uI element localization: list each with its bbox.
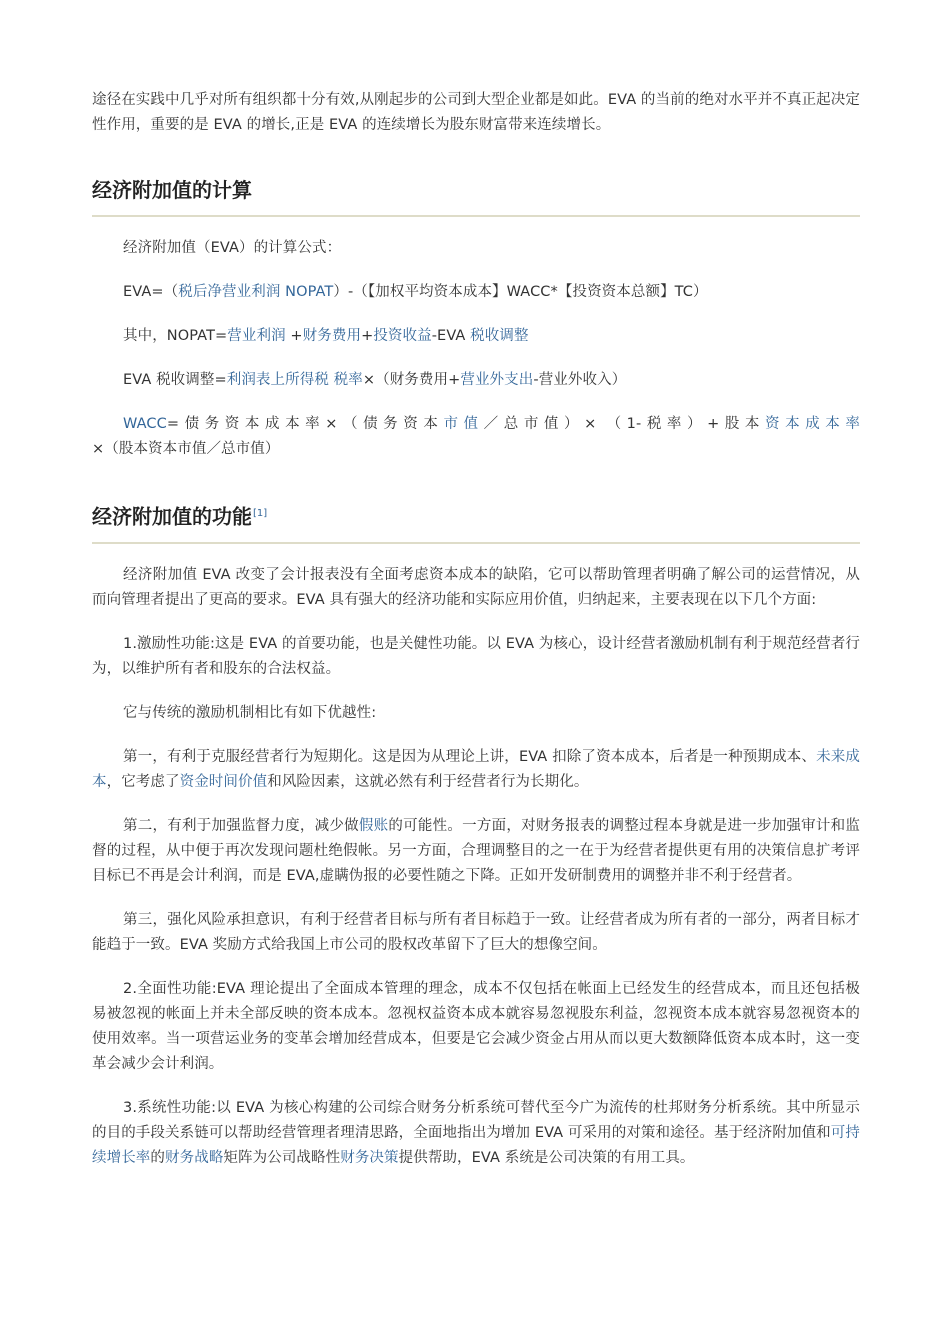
link-income-tax[interactable]: 利润表上所得税 bbox=[226, 372, 329, 388]
paragraph-text: 矩阵为公司战略性 bbox=[223, 1149, 341, 1166]
link-financial-strategy[interactable]: 财务战略 bbox=[165, 1149, 224, 1166]
formula-text: ×（财务费用+ bbox=[362, 372, 461, 388]
formula-text: + bbox=[361, 328, 374, 344]
link-wacc[interactable]: WACC bbox=[123, 416, 167, 432]
link-financial-expense[interactable]: 财务费用 bbox=[302, 328, 362, 344]
link-financial-decision[interactable]: 财务决策 bbox=[340, 1149, 399, 1166]
formula-wacc bbox=[92, 412, 860, 462]
link-non-operating-expense[interactable]: 营业外支出 bbox=[460, 372, 534, 388]
section-title: 经济附加值的计算 bbox=[92, 178, 252, 202]
paragraph-text: 和风险因素，这就必然有利于经营者行为长期化。 bbox=[267, 773, 589, 790]
paragraph bbox=[92, 814, 860, 889]
formula-text: -营业外收入） bbox=[533, 372, 627, 388]
intro-paragraph: 途径在实践中几乎对所有组织都十分有效,从刚起步的公司到大型企业都是如此。EVA 的当前的绝对水平并不真正起决定性作用，重要的是 EVA 的增长,正是 EVA 的连续增长为股东财富带来连续增长。 bbox=[92, 92, 860, 133]
formula-text: 其中，NOPAT= bbox=[123, 328, 228, 344]
formula-text: -EVA bbox=[431, 328, 471, 344]
formula-intro: 经济附加值（EVA）的计算公式： bbox=[123, 240, 342, 256]
link-nopat[interactable]: 税后净营业利润 NOPAT bbox=[178, 284, 334, 300]
link-cost-of-capital[interactable]: 资本成本率 bbox=[765, 416, 861, 432]
formula-text: + bbox=[285, 328, 303, 344]
link-tax-adjustment[interactable]: 税收调整 bbox=[470, 328, 529, 344]
formula-text: EVA=（ bbox=[123, 284, 179, 300]
formula-tax-adjustment bbox=[92, 368, 860, 393]
paragraph-text: ，它考虑了 bbox=[106, 773, 180, 790]
link-operating-profit[interactable]: 营业利润 bbox=[227, 328, 286, 344]
formula-eva bbox=[92, 280, 860, 305]
paragraph-text: 第二，有利于加强监督力度，减少做 bbox=[123, 817, 359, 834]
formula-text: ×（股本资本市值／总市值） bbox=[92, 441, 280, 457]
section-heading-calculation bbox=[92, 175, 860, 217]
link-investment-income[interactable]: 投资收益 bbox=[373, 328, 432, 344]
link-future-cost[interactable]: 未来成本 bbox=[92, 748, 860, 790]
link-market-value[interactable]: 市值 bbox=[443, 416, 484, 432]
paragraph-text: 的可能性。一方面，对财务报表的调整过程本身就是进一步加强审计和监督的过程，从中便于再次发现问题杜绝假帐。另一方面，合理调整目的之一在于为经营者提供更有用的决策信息扩考评目标已不再是会计利润，而是 EVA,虚瞒伪报的必要性随之下降。正如开发研制费用的调整并非不利于经营者。 bbox=[92, 817, 861, 884]
link-sustainable-growth-rate[interactable]: 可持续增长率 bbox=[92, 1124, 861, 1166]
paragraph-text: 3.系统性功能:以 EVA 为核心构建的公司综合财务分析系统可替代至今广为流传的杜邦财务分析系统。其中所显示的目的手段关系链可以帮助经营管理者理清思路，全面地指出为增加 EVA 可采用的对策和途径。基于经济附加值和 bbox=[92, 1099, 860, 1141]
paragraph: 第三，强化风险承担意识，有利于经营者目标与所有者目标趋于一致。让经营者成为所有者的一部分，两者目标才能趋于一致。EVA 奖励方式给我国上市公司的股权改革留下了巨大的想像空间。 bbox=[92, 911, 860, 953]
link-false-accounts[interactable]: 假账 bbox=[358, 817, 389, 834]
link-tax-rate[interactable]: 税率 bbox=[333, 372, 363, 388]
paragraph: 它与传统的激励机制相比有如下优越性: bbox=[123, 704, 377, 721]
paragraph-text: 的 bbox=[150, 1149, 166, 1166]
paragraph bbox=[92, 1096, 860, 1171]
section-heading-functions bbox=[92, 499, 860, 544]
reference-link[interactable]: [1] bbox=[253, 508, 268, 519]
article-content bbox=[92, 88, 860, 1171]
paragraph bbox=[92, 745, 860, 795]
paragraph: 2.全面性功能:EVA 理论提出了全面成本管理的理念，成本不仅包括在帐面上已经发生的经营成本，而且还包括极易被忽视的帐面上并未全部反映的资本成本。忽视权益资本成本就容易忽视股东利益，忽视资本成本就容易忽视资本的使用效率。当一项营运业务的变革会增加经营成本，但要是它会减少资金占用从而以更大数额降低资本成本时，这一变革会减少会计利润。 bbox=[92, 980, 860, 1072]
paragraph-text: 第一，有利于克服经营者行为短期化。这是因为从理论上讲，EVA 扣除了资本成本，后者是一种预期成本、 bbox=[123, 748, 817, 765]
formula-text: =债务资本成本率×（债务资本 bbox=[166, 416, 444, 432]
paragraph-text: 提供帮助，EVA 系统是公司决策的有用工具。 bbox=[398, 1149, 695, 1166]
formula-text: EVA 税收调整= bbox=[123, 372, 227, 388]
formula-text: ／总市值）× （1-税率）+股本 bbox=[483, 416, 766, 432]
link-time-value-of-money[interactable]: 资金时间价值 bbox=[179, 773, 268, 790]
paragraph: 1.激励性功能:这是 EVA 的首要功能，也是关健性功能。以 EVA 为核心，设计经营者激励机制有利于规范经营者行为，以维护所有者和股东的合法权益。 bbox=[92, 635, 860, 677]
section-title: 经济附加值的功能 bbox=[92, 504, 252, 529]
formula-text: ）-（【加权平均资本成本】WACC*【投资资本总额】TC） bbox=[333, 284, 708, 300]
paragraph: 经济附加值 EVA 改变了会计报表没有全面考虑资本成本的缺陷，它可以帮助管理者明确了解公司的运营情况，从而向管理者提出了更高的要求。EVA 具有强大的经济功能和实际应用价值，归纳起来，主要表现在以下几个方面: bbox=[92, 566, 860, 608]
formula-nopat bbox=[92, 324, 860, 349]
